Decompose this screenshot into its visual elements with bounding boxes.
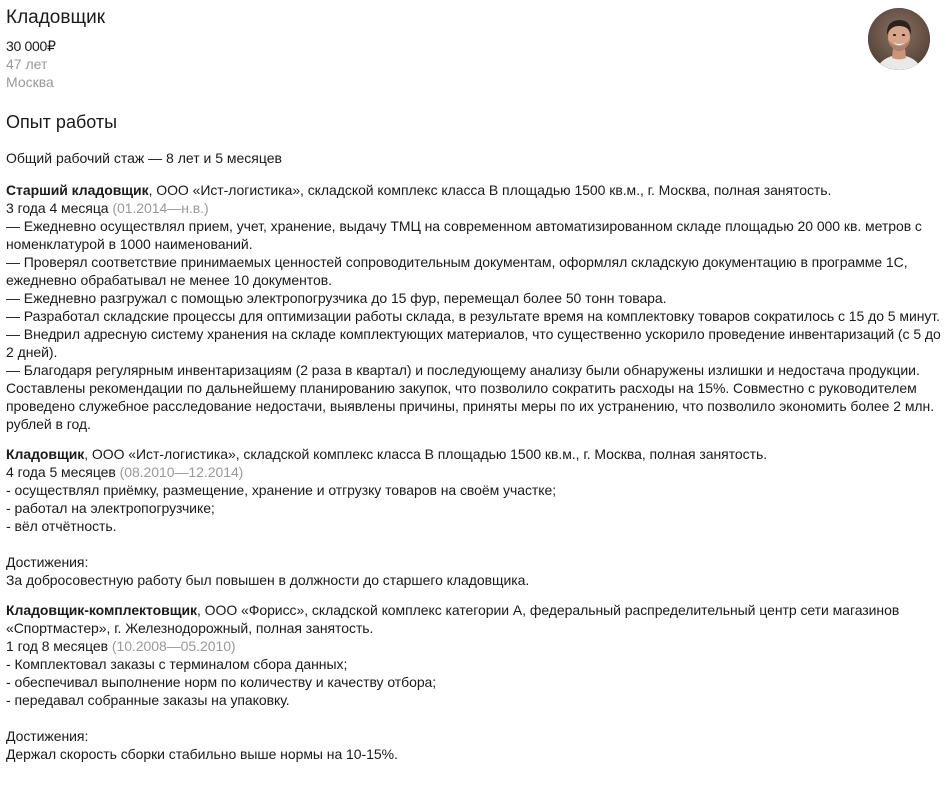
job-period	[6, 199, 941, 217]
avatar	[868, 8, 930, 70]
job-header	[6, 445, 941, 463]
achievements-label: Достижения:	[6, 554, 89, 570]
job-duty: - работал на электропогрузчике;	[6, 500, 215, 516]
avatar-photo-icon	[868, 8, 930, 70]
job-dates: (08.2010—12.2014)	[119, 464, 244, 480]
job-position: Кладовщик-комплектовщик	[6, 602, 197, 618]
achievements-text: За добросовестную работу был повышен в должности до старшего кладовщика.	[6, 572, 530, 588]
job-dates: (01.2014—н.в.)	[112, 200, 209, 216]
job-duty: - Комплектовал заказы с терминалом сбора данных;	[6, 656, 348, 672]
job-duty: - обеспечивал выполнение норм по количеству и качеству отбора;	[6, 674, 437, 690]
job-duty: - передавал собранные заказы на упаковку.	[6, 692, 290, 708]
job-entry	[6, 445, 941, 589]
job-duty: — Ежедневно разгружал с помощью электропогрузчика до 15 фур, перемещал более 50 тонн товара.	[6, 290, 667, 306]
job-header	[6, 181, 941, 199]
job-duty: - вёл отчётность.	[6, 518, 117, 534]
job-duration: 3 года 4 месяца	[6, 200, 109, 216]
achievements-text: Держал скорость сборки стабильно выше нормы на 10-15%.	[6, 746, 398, 762]
job-entry	[6, 181, 941, 433]
job-header	[6, 601, 941, 637]
job-period	[6, 463, 941, 481]
job-duty: - осуществлял приёмку, размещение, хранение и отгрузку товаров на своём участке;	[6, 482, 557, 498]
job-entry	[6, 601, 941, 763]
job-dates: (10.2008—05.2010)	[111, 638, 236, 654]
job-duty: — Проверял соответствие принимаемых ценностей сопроводительным документам, оформлял складскую документацию в программе 1С, ежедневно обрабатывал не менее 10 документов.	[6, 254, 908, 288]
achievements-label: Достижения:	[6, 728, 89, 744]
salary: 30 000₽	[6, 38, 56, 54]
job-position: Старший кладовщик	[6, 182, 149, 198]
spacer	[6, 709, 941, 727]
city: Москва	[6, 74, 54, 90]
job-duration: 1 год 8 месяцев	[6, 638, 109, 654]
experience-heading: Опыт работы	[6, 112, 118, 132]
total-experience: Общий рабочий стаж — 8 лет и 5 месяцев	[6, 150, 282, 166]
job-company: , ООО «Форисс», складской комплекс категории А, федеральный распределительный центр сети магазинов «Спортмастер», г. Железнодорожный, полная занятость.	[6, 602, 900, 636]
job-company: , ООО «Ист-логистика», складской комплекс класса В площадью 1500 кв.м., г. Москва, полная занятость.	[84, 446, 768, 462]
spacer	[6, 535, 941, 553]
job-company: , ООО «Ист-логистика», складской комплекс класса В площадью 1500 кв.м., г. Москва, полная занятость.	[148, 182, 832, 198]
resume-title: Кладовщик	[6, 7, 106, 28]
resume-page	[6, 6, 941, 763]
job-period	[6, 637, 941, 655]
job-duty: — Внедрил адресную систему хранения на складе комплектующих материалов, что существенно ускорило проведение инвентаризаций (с 5 до 2 дней).	[6, 326, 941, 360]
job-duration: 4 года 5 месяцев	[6, 464, 116, 480]
job-position: Кладовщик	[6, 446, 85, 462]
job-duty: — Благодаря регулярным инвентаризациям (2 раза в квартал) и последующему анализу были обнаружены излишки и недостача продукции. Составлены рекомендации по дальнейшему планированию закупок, что позволило сократить расходы на 15%. Совместно с руководителем проведено служебное расследование недостачи, выявлены причины, приняты меры по их устранению, что позволило экономить более 2 млн. рублей в год.	[6, 362, 935, 432]
job-duty: — Ежедневно осуществлял прием, учет, хранение, выдачу ТМЦ на современном автоматизированном складе площадью 20 000 кв. метров с номенклатурой в 1000 наименований.	[6, 218, 922, 252]
age: 47 лет	[6, 56, 48, 72]
job-duty: — Разработал складские процессы для оптимизации работы склада, в результате время на комплектовку товаров сократилось с 15 до 5 минут.	[6, 308, 940, 324]
